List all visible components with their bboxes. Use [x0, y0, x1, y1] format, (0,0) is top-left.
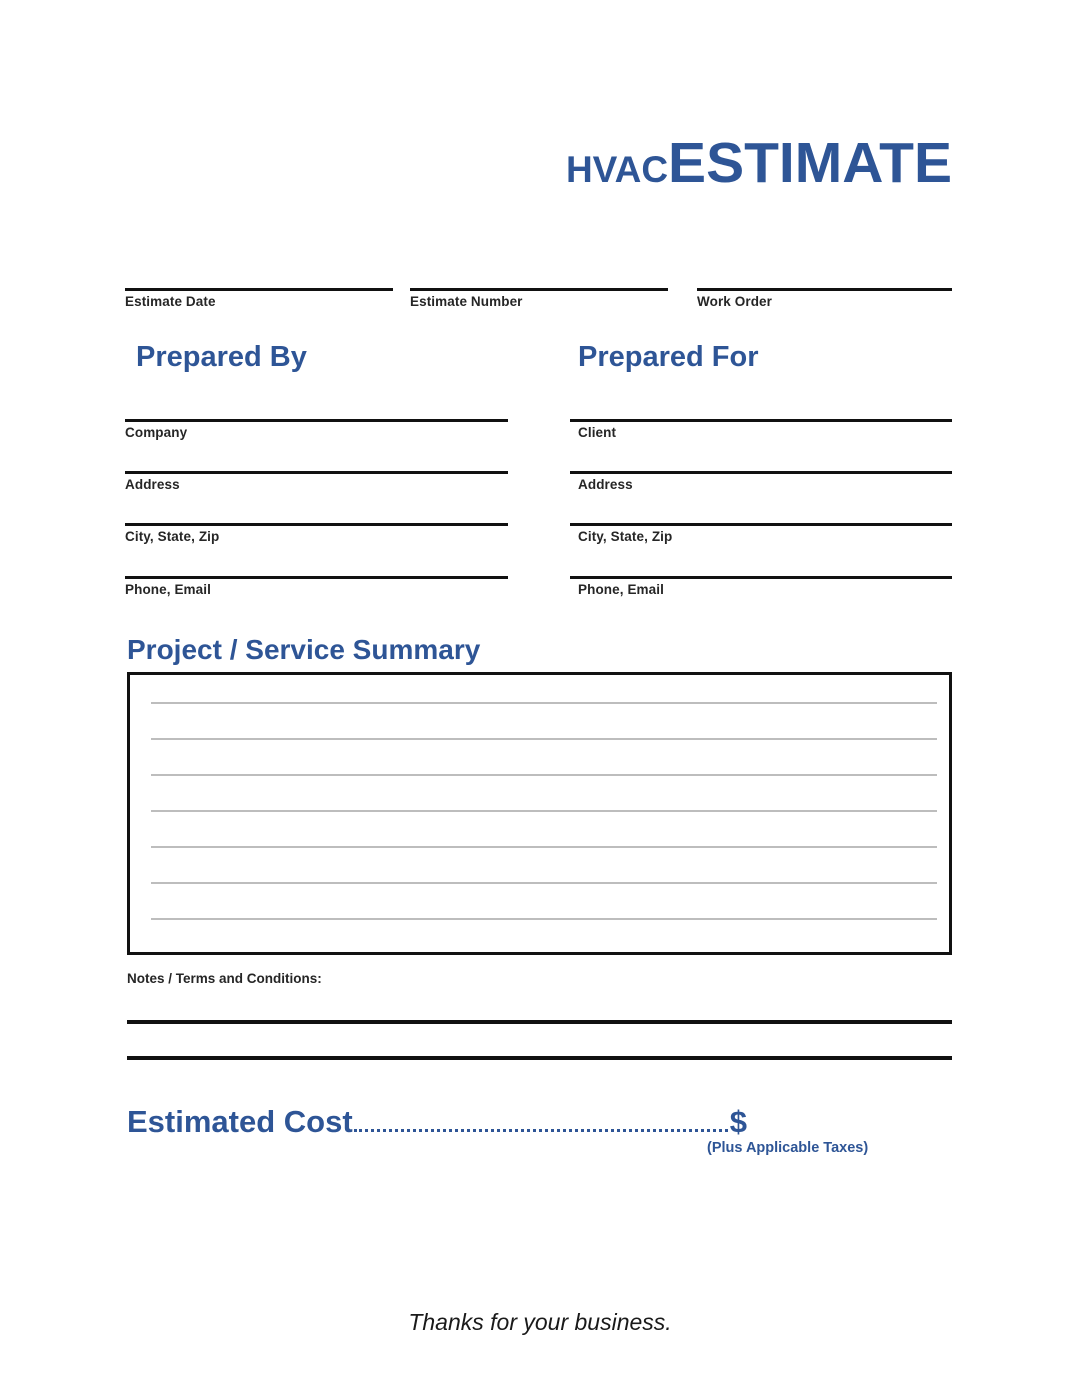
field-prepared-by-phone-email[interactable]	[125, 576, 508, 597]
title-prefix: HVAC	[565, 149, 669, 190]
summary-line[interactable]	[151, 882, 937, 884]
summary-line[interactable]	[151, 702, 937, 704]
currency-symbol[interactable]: $	[729, 1104, 747, 1139]
field-company[interactable]	[125, 419, 508, 440]
field-prepared-for-address[interactable]	[570, 471, 952, 492]
field-label: Address	[125, 477, 180, 492]
field-label: Client	[578, 425, 617, 440]
summary-line[interactable]	[151, 918, 937, 920]
field-prepared-by-city-state-zip[interactable]	[125, 523, 508, 544]
summary-line[interactable]	[151, 774, 937, 776]
field-label: Phone, Email	[125, 582, 211, 597]
page-title	[128, 130, 952, 196]
title-main: ESTIMATE	[668, 131, 952, 195]
field-label: Work Order	[697, 294, 773, 309]
field-label: Phone, Email	[578, 582, 664, 597]
prepared-for-heading: Prepared For	[578, 341, 759, 373]
field-label: City, State, Zip	[578, 529, 673, 544]
estimated-cost-row	[127, 1104, 747, 1140]
summary-line[interactable]	[151, 810, 937, 812]
notes-line-1[interactable]	[127, 1020, 952, 1024]
dotted-leader	[354, 1128, 728, 1132]
summary-line[interactable]	[151, 846, 937, 848]
summary-heading: Project / Service Summary	[127, 634, 481, 665]
prepared-by-heading: Prepared By	[136, 341, 307, 373]
field-estimate-date[interactable]	[125, 288, 393, 309]
field-prepared-for-phone-email[interactable]	[570, 576, 952, 597]
field-label: City, State, Zip	[125, 529, 220, 544]
field-label: Estimate Date	[125, 294, 216, 309]
notes-line-2[interactable]	[127, 1056, 952, 1060]
summary-ruled-lines	[151, 702, 937, 954]
summary-textarea[interactable]	[127, 672, 952, 955]
estimated-cost-label: Estimated Cost	[127, 1104, 353, 1139]
field-label: Address	[578, 477, 633, 492]
field-prepared-for-city-state-zip[interactable]	[570, 523, 952, 544]
field-prepared-by-address[interactable]	[125, 471, 508, 492]
field-label: Company	[125, 425, 188, 440]
footer-message: Thanks for your business.	[408, 1309, 672, 1335]
field-estimate-number[interactable]	[410, 288, 668, 309]
field-work-order[interactable]	[697, 288, 952, 309]
notes-label: Notes / Terms and Conditions:	[127, 971, 322, 986]
summary-line[interactable]	[151, 738, 937, 740]
field-label: Estimate Number	[410, 294, 523, 309]
field-client[interactable]	[570, 419, 952, 440]
tax-note: (Plus Applicable Taxes)	[707, 1140, 869, 1156]
